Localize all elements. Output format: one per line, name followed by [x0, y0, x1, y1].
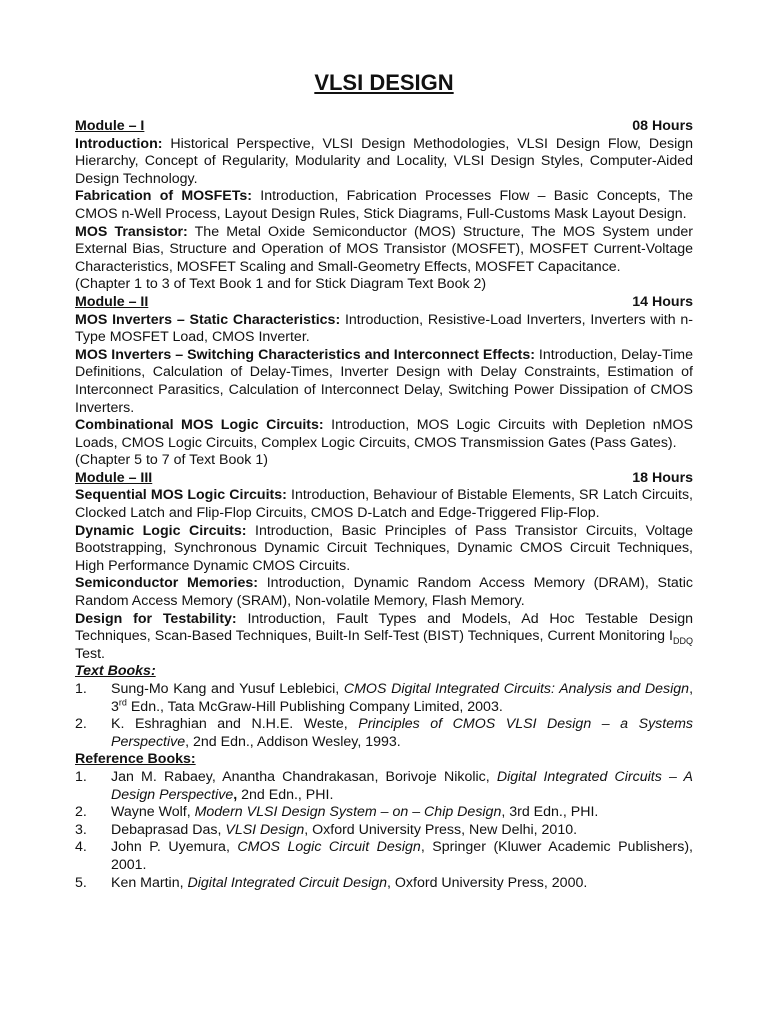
topic-mos-transistor [75, 224, 693, 277]
citation-edition: , 3 [111, 681, 694, 715]
citation-author: K. Eshraghian and N.H.E. Weste, [111, 716, 359, 733]
topic-heading: MOS Transistor: [75, 223, 188, 240]
topic-design-for-testability [75, 611, 693, 664]
list-number: 2. [75, 804, 87, 821]
topic-introduction [75, 136, 693, 189]
reference-book-item [75, 769, 693, 804]
topic-heading: Sequential MOS Logic Circuits: [75, 487, 287, 504]
citation-title: Digital Integrated Circuit Design [187, 874, 388, 891]
text-books-heading: Text Books: [75, 663, 156, 680]
book-citation [111, 822, 693, 840]
topic-semiconductor-memories [75, 575, 693, 610]
citation-author: Debaprasad Das, [111, 821, 226, 838]
citation-author: Wayne Wolf, [111, 804, 195, 821]
reference-book-item [75, 822, 693, 840]
book-citation [111, 875, 693, 893]
citation-title: Modern VLSI Design System – on – Chip Design [194, 804, 502, 821]
reference-book-item [75, 804, 693, 822]
topic-heading: Introduction: [75, 135, 163, 152]
book-citation [111, 769, 693, 804]
citation-publisher: , Oxford University Press, 2000. [387, 874, 588, 891]
reference-books-heading: Reference Books: [75, 751, 196, 768]
list-number: 4. [75, 839, 87, 856]
iddq-subscript: DDQ [673, 636, 693, 647]
page-title: VLSI DESIGN [314, 70, 454, 95]
citation-author: Jan M. Rabaey, Anantha Chandrakasan, Borivoje Nikolic, [111, 768, 497, 785]
list-number: 1. [75, 768, 87, 785]
topic-heading: MOS Inverters – Static Characteristics: [75, 311, 341, 328]
citation-publisher: , Oxford University Press, New Delhi, 2010. [304, 821, 578, 838]
topic-body: Historical Perspective, VLSI Design Methodologies, VLSI Design Flow, Design Hierarchy, Concept of Regularity, Modularity and Locality, VLSI Design Styles, Computer-Aided Design Technology. [75, 135, 693, 187]
topic-body: Introduction, Delay-Time Definitions, Calculation of Delay-Times, Inverter Design with Delay Constraints, Estimation of Interconnect Parasitics, Calculation of Interconnect Delay, Switching Power Dissipation of CMOS Inverters. [75, 346, 693, 416]
topic-heading: MOS Inverters – Switching Characteristics and Interconnect Effects: [75, 346, 535, 363]
topic-body: The Metal Oxide Semiconductor (MOS) Structure, The MOS System under External Bias, Structure and Operation of MOS Transistor (MOSFET), MOSFET Current-Voltage Characteristics, MOSFET Scaling and Small-Geometry Effects, MOSFET Capacitance. [75, 223, 693, 275]
module-2-note: (Chapter 5 to 7 of Text Book 1) [75, 452, 268, 469]
book-citation [111, 681, 693, 716]
list-number: 2. [75, 716, 87, 733]
citation-title: Principles of CMOS VLSI Design – a Systems Perspective [111, 716, 694, 750]
citation-author: John P. Uyemura, [111, 839, 238, 856]
list-number: 5. [75, 874, 87, 891]
topic-body: Introduction, Dynamic Random Access Memory (DRAM), Static Random Access Memory (SRAM), Non-volatile Memory, Flash Memory. [75, 575, 693, 610]
topic-switching-characteristics [75, 347, 693, 417]
module-2-label: Module – II [75, 293, 149, 310]
topic-heading: Semiconductor Memories: [75, 575, 258, 592]
topic-heading: Design for Testability: [75, 610, 237, 627]
citation-author: Ken Martin, [111, 874, 188, 891]
syllabus-page [75, 68, 693, 892]
topic-body: Introduction, Basic Principles of Pass Transistor Circuits, Voltage Bootstrapping, Synchronous Dynamic Circuit Techniques, Dynamic CMOS Circuit Techniques, High Performance Dynamic CMOS Circuits. [75, 522, 693, 574]
topic-body: Introduction, Fault Types and Models, Ad Hoc Testable Design Techniques, Scan-Based Techniques, Built-In Self-Test (BIST) Techniques, Current Monitoring I [75, 610, 694, 645]
topic-sequential-logic [75, 487, 693, 522]
citation-publisher: , Springer (Kluwer Academic Publishers), 2001. [111, 839, 693, 873]
topic-combinational-logic [75, 417, 693, 452]
topic-body: Introduction, Resistive-Load Inverters, Inverters with n-Type MOSFET Load, CMOS Inverter. [75, 311, 693, 346]
citation-title: VLSI Design [225, 821, 305, 838]
module-1-header [75, 118, 693, 136]
module-3-label: Module – III [75, 469, 153, 486]
module-1-note: (Chapter 1 to 3 of Text Book 1 and for Stick Diagram Text Book 2) [75, 276, 487, 293]
reference-book-item [75, 839, 693, 874]
citation-title: CMOS Digital Integrated Circuits: Analysis and Design [343, 681, 690, 697]
topic-fabrication [75, 188, 693, 223]
topic-body-end: Test. [75, 645, 105, 662]
citation-publisher: 2nd Edn., PHI. [237, 786, 334, 803]
topic-heading: Combinational MOS Logic Circuits: [75, 417, 324, 434]
citation-publisher: , 3rd Edn., PHI. [501, 804, 599, 821]
citation-title: CMOS Logic Circuit Design [237, 839, 421, 856]
citation-comma: , [233, 786, 238, 803]
list-number: 1. [75, 681, 87, 697]
text-book-item [75, 681, 693, 716]
topic-static-characteristics [75, 312, 693, 347]
module-3-header [75, 470, 693, 488]
topic-body: Introduction, Fabrication Processes Flow – Basic Concepts, The CMOS n-Well Process, Layout Design Rules, Stick Diagrams, Full-Customs Mask Layout Design. [75, 188, 694, 222]
topic-body: Introduction, MOS Logic Circuits with Depletion nMOS Loads, CMOS Logic Circuits, Complex Logic Circuits, CMOS Transmission Gates (Pass Gates). [75, 417, 693, 451]
list-number: 3. [75, 821, 87, 838]
topic-body: Introduction, Behaviour of Bistable Elements, SR Latch Circuits, Clocked Latch and Flip-Flop Circuits, CMOS D-Latch and Edge-Triggered Flip-Flop. [75, 487, 693, 522]
topic-heading: Fabrication of MOSFETs: [75, 188, 253, 205]
book-citation [111, 839, 693, 874]
citation-publisher: , 2nd Edn., Addison Wesley, 1993. [185, 733, 401, 750]
edition-superscript: rd [118, 696, 127, 707]
module-3-hours: 18 Hours [632, 469, 693, 486]
topic-dynamic-logic [75, 523, 693, 576]
reference-book-item [75, 875, 693, 893]
text-book-item [75, 716, 693, 751]
topic-heading: Dynamic Logic Circuits: [75, 522, 247, 539]
citation-publisher: Edn., Tata McGraw-Hill Publishing Company Limited, 2003. [126, 698, 503, 715]
module-1-label: Module – I [75, 118, 145, 134]
module-2-hours: 14 Hours [632, 293, 693, 310]
book-citation [111, 716, 693, 751]
module-2-header [75, 294, 693, 312]
book-citation [111, 804, 693, 822]
module-1-hours: 08 Hours [632, 118, 693, 134]
citation-author: Sung-Mo Kang and Yusuf Leblebici, [111, 681, 344, 697]
citation-title: Digital Integrated Circuits – A Design Perspective [111, 768, 693, 803]
